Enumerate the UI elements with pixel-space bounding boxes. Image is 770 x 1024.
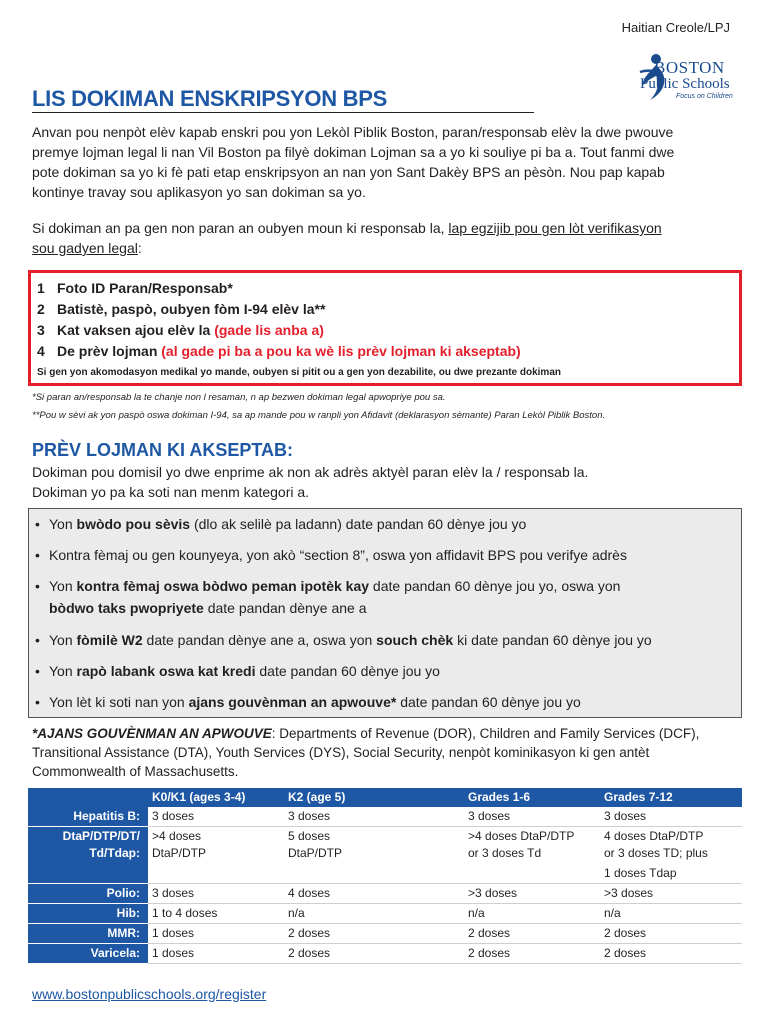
requirement-item: 3 Kat vaksen ajou elèv la (gade lis anba a) [37,322,324,338]
footnote: *Si paran an/responsab la te chanje non l resaman, n ap bezwen dokiman legal apwopriye pou sa. [32,392,446,403]
table-cell: 2 doses [464,924,600,944]
header-cell: K0/K1 (ages 3-4) [148,788,284,807]
requirements-box [28,270,742,386]
proof-item: • Yon bwòdo pou sèvis (dlo ak selilè pa ladann) date pandan 60 dènye jou yo [35,516,527,532]
guardian-link-2[interactable]: sou gadyen legal [32,240,138,256]
proof-item-continued: bòdwo taks pwopriyete date pandan dènye ane a [49,600,367,616]
table-cell: 3 doses [284,807,464,827]
table-cell: 4 doses [284,884,464,904]
row-label: Hib: [28,904,148,924]
page-title: LIS DOKIMAN ENSKRIPSYON BPS [32,86,387,111]
guardian-end: : [137,240,142,256]
table-cell: >3 doses [600,884,742,904]
intro-paragraph [32,122,732,202]
header-cell: K2 (age 5) [284,788,464,807]
header-cell [28,788,148,807]
proof-list-box [28,508,742,718]
proof-intro-line: Dokiman pou domisil yo dwe enprime ak non ak adrès aktyèl paran elèv la / responsab la. [32,464,589,480]
table-row [28,944,742,964]
agency-line: : Departments of Revenue (DOR), Children and Family Services (DCF), [271,726,700,741]
table-cell: >3 doses [464,884,600,904]
table-cell: 3 doses [464,807,600,827]
table-cell: 2 doses [284,944,464,964]
proof-intro [32,462,732,502]
table-cell: 1 doses [148,924,284,944]
intro-line: Anvan pou nenpòt elèv kapab enskri pou yon Lekòl Piblik Boston, paran/responsab elèv la dwe pwouve [32,124,674,140]
bps-logo [636,52,746,104]
proof-item: • Kontra fèmaj ou gen kounyeya, yon akò “section 8”, oswa yon affidavit BPS pou verifye adrès [35,547,627,563]
table-cell: n/a [284,904,464,924]
row-label: Polio: [28,884,148,904]
header-cell: Grades 1-6 [464,788,600,807]
requirement-item: 1 Foto ID Paran/Responsab* [37,280,233,296]
guardian-paragraph [32,218,732,258]
table-cell: 2 doses [600,924,742,944]
proof-item: • Yon fòmilè W2 date pandan dènye ane a, oswa yon souch chèk ki date pandan 60 dènye jou yo [35,632,652,648]
agency-line: Transitional Assistance (DTA), Youth Services (DYS), Social Security, nenpòt kominikasyon ki gen antèt [32,745,650,760]
table-cell: 1 doses [148,944,284,964]
table-cell: 1 to 4 doses [148,904,284,924]
table-cell: 2 doses [464,944,600,964]
table-cell: 3 doses [600,807,742,827]
requirement-item: 2 Batistè, paspò, oubyen fòm I-94 elèv la** [37,301,326,317]
table-cell: 2 doses [284,924,464,944]
agency-lead: *AJANS GOUVÈNMAN AN APWOUVE [32,726,272,741]
title-rule [32,112,534,113]
logo-tagline: Focus on Children [676,93,733,100]
table-row [28,924,742,944]
language-label: Haitian Creole/LPJ [621,20,730,35]
guardian-link-1[interactable]: lap egzijib pou gen lòt verifikasyon [448,220,662,236]
guardian-text: Si dokiman an pa gen non paran an oubyen moun ki responsab la, [32,220,449,236]
table-cell: 5 doses DtaP/DTP [284,827,464,884]
table-cell: 2 doses [600,944,742,964]
table-cell: 4 doses DtaP/DTP or 3 doses TD; plus 1 doses Tdap [600,827,742,884]
proof-heading: PRÈV LOJMAN KI AKSEPTAB: [32,440,294,460]
logo-boston: BOSTON [654,58,725,77]
row-label: Varicela: [28,944,148,964]
accommodation-note: Si gen yon akomodasyon medikal yo mande, oubyen si pitit ou a gen yon dezabilite, ou dwe prezante dokiman [37,367,561,378]
table-cell: 3 doses [148,807,284,827]
vaccine-table [28,788,742,964]
logo-public-schools: Public Schools [640,76,730,92]
requirement-item: 4 De prèv lojman (al gade pi ba a pou ka wè lis prèv lojman ki akseptab) [37,343,521,359]
footnote: **Pou w sèvi ak yon paspò oswa dokiman I-94, sa ap mande pou w ranpli yon Afidavit (deklarasyon sèmante) Paran Lekòl Piblik Boston. [32,410,606,421]
table-cell: >4 doses DtaP/DTP [148,827,284,884]
row-label: DtaP/DTP/DT/ Td/Tdap: [28,827,148,884]
intro-line: kontinye travay sou aplikasyon yo san dokiman sa yo. [32,184,366,200]
table-cell: n/a [464,904,600,924]
table-cell: n/a [600,904,742,924]
table-header-row [28,788,742,807]
proof-item: • Yon rapò labank oswa kat kredi date pandan 60 dènye jou yo [35,663,440,679]
table-cell: 3 doses [148,884,284,904]
intro-line: pote dokiman sa yo ki fè pati etap enskripsyon an nan yon Sant Dakèy BPS an pèsòn. Nou pap kapab [32,164,665,180]
table-cell: >4 doses DtaP/DTP or 3 doses Td [464,827,600,884]
row-label: Hepatitis B: [28,807,148,827]
requirement-note: (al gade pi ba a pou ka wè lis prèv lojman ki akseptab) [161,343,521,359]
proof-intro-line: Dokiman yo pa ka soti nan menm kategori a. [32,484,310,500]
agency-note [32,724,732,781]
table-row [28,807,742,827]
table-row [28,884,742,904]
agency-line: Commonwealth of Massachusetts. [32,764,239,779]
register-link[interactable]: www.bostonpublicschools.org/register [32,986,267,1002]
header-cell: Grades 7-12 [600,788,742,807]
proof-item: • Yon lèt ki soti nan yon ajans gouvènman an apwouve* date pandan 60 dènye jou yo [35,694,581,710]
table-row [28,904,742,924]
requirement-note: (gade lis anba a) [214,322,324,338]
table-row [28,827,742,884]
intro-line: premye lojman legal li nan Vil Boston pa filyè dokiman Lojman sa a yo ki souliye pi ba a. Tout fanmi dwe [32,144,675,160]
row-label: MMR: [28,924,148,944]
proof-item: • Yon kontra fèmaj oswa bòdwo peman ipotèk kay date pandan 60 dènye jou yo, oswa yon [35,578,621,594]
